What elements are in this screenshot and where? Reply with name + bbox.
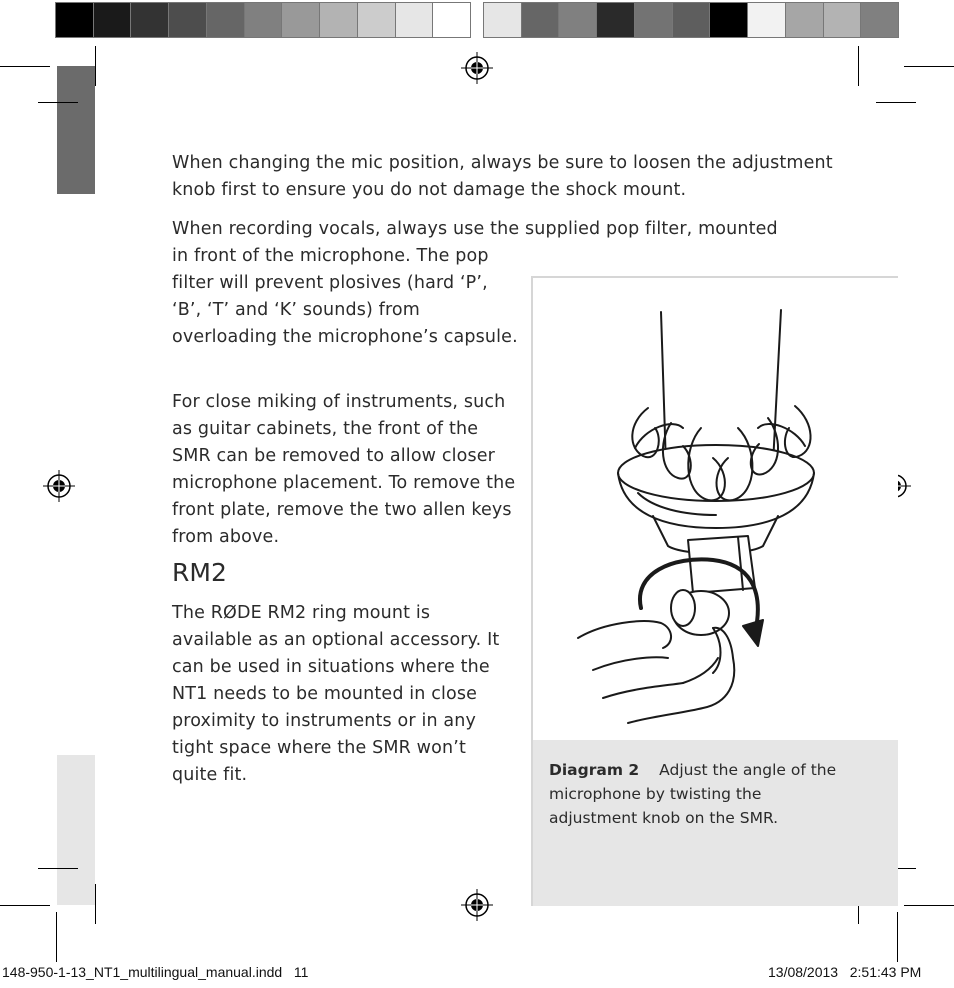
diagram-caption-label: Diagram 2 bbox=[549, 761, 640, 779]
section-tab-light bbox=[57, 755, 95, 905]
color-swatch bbox=[710, 3, 748, 37]
color-swatch bbox=[396, 3, 434, 37]
color-swatch bbox=[635, 3, 673, 37]
section-heading-rm2: RM2 bbox=[172, 558, 227, 587]
diagram-caption-box bbox=[533, 740, 898, 906]
paragraph-rm2: The RØDE RM2 ring mount is available as an optional accessory. It can be used in situations where the NT1 needs to be mounted in close proximity to instruments or in any tight space where the SMR won’t quite fit. bbox=[172, 603, 500, 785]
color-swatch bbox=[861, 3, 898, 37]
diagram-caption bbox=[549, 758, 849, 830]
paragraph-pop-filter-rest: in front of the microphone. The pop filter will prevent plosives (hard ‘P’, ‘B’, ‘T’ and ‘K’ sounds) from overloading the microphone’s capsule. bbox=[172, 246, 518, 347]
color-swatch bbox=[169, 3, 207, 37]
section-tab-dark bbox=[57, 66, 95, 194]
color-swatch bbox=[484, 3, 522, 37]
registration-crosshair-icon bbox=[461, 889, 493, 921]
color-swatch bbox=[824, 3, 862, 37]
color-swatch bbox=[94, 3, 132, 37]
registration-crosshair-icon bbox=[43, 470, 75, 502]
color-swatch bbox=[320, 3, 358, 37]
color-swatch bbox=[245, 3, 283, 37]
paragraph-pop-filter-line-1: When recording vocals, always use the supplied pop filter, mounted bbox=[172, 219, 778, 239]
footer-file-info: 148-950-1-13_NT1_multilingual_manual.indd 11 bbox=[2, 964, 309, 980]
paragraph-pop-filter bbox=[172, 216, 778, 351]
color-swatch bbox=[358, 3, 396, 37]
color-swatch bbox=[433, 3, 470, 37]
color-calibration-bar-right bbox=[483, 2, 899, 38]
color-swatch bbox=[522, 3, 560, 37]
color-swatch bbox=[282, 3, 320, 37]
footer-timestamp: 13/08/2013 2:51:43 PM bbox=[768, 964, 922, 980]
color-swatch bbox=[559, 3, 597, 37]
shock-mount-adjustment-illustration bbox=[533, 278, 898, 740]
color-swatch bbox=[597, 3, 635, 37]
color-swatch bbox=[207, 3, 245, 37]
registration-crosshair-icon bbox=[461, 52, 493, 84]
color-calibration-bar-left bbox=[55, 2, 471, 38]
color-swatch bbox=[748, 3, 786, 37]
color-swatch bbox=[56, 3, 94, 37]
paragraph-close-miking: For close miking of instruments, such as guitar cabinets, the front of the SMR can be removed to allow closer microphone placement. To remove the front plate, remove the two allen keys from above. bbox=[172, 392, 516, 547]
color-swatch bbox=[673, 3, 711, 37]
color-swatch bbox=[786, 3, 824, 37]
paragraph-mic-position: When changing the mic position, always be sure to loosen the adjustment knob first to ensure you do not damage the shock mount. bbox=[172, 153, 833, 200]
color-swatch bbox=[131, 3, 169, 37]
diagram-2-figure bbox=[531, 276, 898, 906]
diagram-caption-text: Adjust the angle of the microphone by twisting the adjustment knob on the SMR. bbox=[549, 761, 837, 827]
